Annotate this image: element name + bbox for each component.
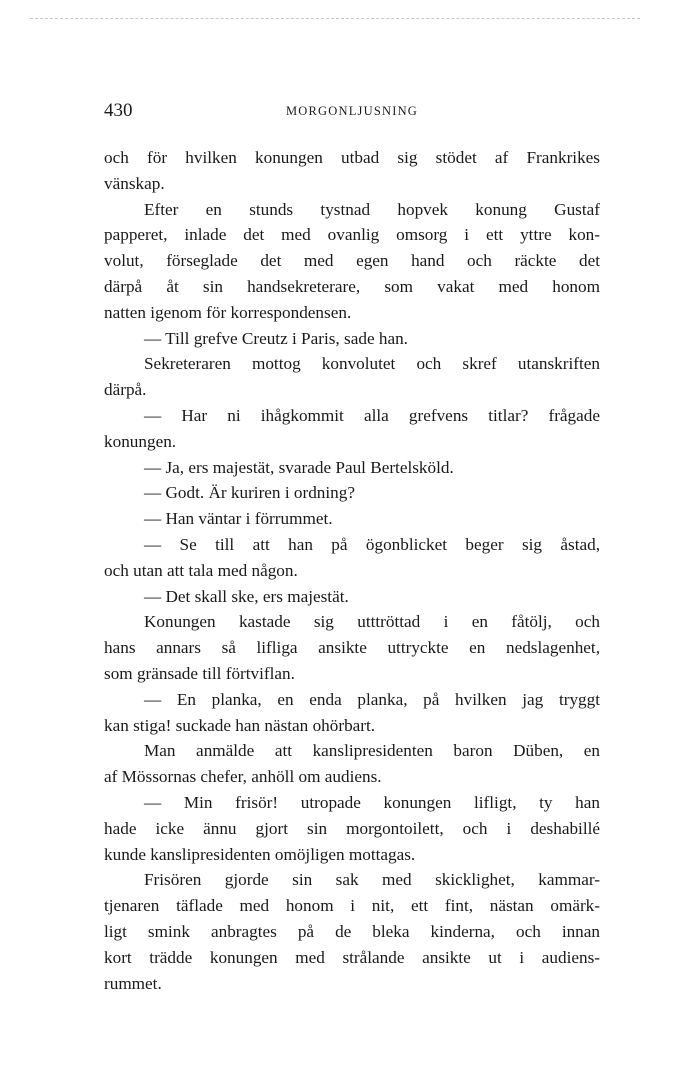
text-line: hans annars så lifliga ansikte uttryckte en nedslagenhet, — [104, 638, 600, 658]
text-line: och utan att tala med någon. — [104, 560, 298, 580]
text-line: därpå. — [104, 380, 147, 400]
text-line: och för hvilken konungen utbad sig stödet af Frankrikes — [104, 148, 600, 167]
text-line: — Han väntar i förrummet. — [144, 509, 333, 529]
text-line: Efter en stunds tystnad hopvek konung Gustaf — [144, 199, 600, 219]
text-line: tjenaren täflade med honom i nit, ett fint, nästan omärk- — [104, 896, 600, 916]
page-number: 430 — [104, 100, 133, 121]
text-line: kunde kanslipresidenten omöjligen mottagas. — [104, 844, 416, 864]
text-line: af Mössornas chefer, anhöll om audiens. — [104, 767, 382, 787]
text-line: Frisören gjorde sin sak med skicklighet, kammar- — [144, 870, 600, 890]
text-line: — Godt. Är kuriren i ordning? — [144, 483, 355, 503]
scan-artifact-line — [30, 18, 640, 19]
text-line: kan stiga! suckade han nästan ohörbart. — [104, 715, 376, 735]
text-line: — Det skall ske, ers majestät. — [144, 586, 349, 606]
text-line: — Har ni ihågkommit alla grefvens titlar? frågade — [144, 405, 600, 425]
page-header — [104, 100, 600, 124]
text-line: Man anmälde att kanslipresidenten baron Düben, en — [144, 741, 600, 761]
text-line: därpå åt sin handsekreterare, som vakat med honom — [104, 276, 600, 296]
body-text — [104, 145, 600, 996]
text-line: rummet. — [104, 973, 162, 993]
text-line: — Se till att han på ögonblicket beger sig åstad, — [144, 534, 600, 554]
text-line: som gränsade till förtviflan. — [104, 663, 295, 683]
text-line: Konungen kastade sig utttröttad i en fåtölj, och — [144, 612, 600, 632]
text-line: vänskap. — [104, 173, 165, 193]
text-line: natten igenom för korrespondensen. — [104, 302, 352, 322]
text-line: hade icke ännu gjort sin morgontoilett, och i deshabillé — [104, 818, 600, 838]
text-line: — Ja, ers majestät, svarade Paul Bertelsköld. — [144, 457, 454, 477]
running-title: MORGONLJUSNING — [285, 104, 419, 118]
text-line: volut, förseglade det med egen hand och räckte det — [104, 251, 600, 271]
text-line: ligt smink anbragtes på de bleka kinderna, och innan — [104, 921, 600, 941]
text-line: kort trädde konungen med strålande ansikte ut i audiens- — [104, 947, 600, 967]
text-line: Sekreteraren mottog konvolutet och skref utanskriften — [144, 354, 600, 374]
text-line: — En planka, en enda planka, på hvilken jag tryggt — [144, 689, 600, 709]
text-line: konungen. — [104, 431, 177, 451]
text-line: — Till grefve Creutz i Paris, sade han. — [144, 328, 408, 348]
text-line: — Min frisör! utropade konungen lifligt, ty han — [144, 792, 600, 812]
text-line: papperet, inlade det med ovanlig omsorg i ett yttre kon- — [104, 225, 600, 245]
